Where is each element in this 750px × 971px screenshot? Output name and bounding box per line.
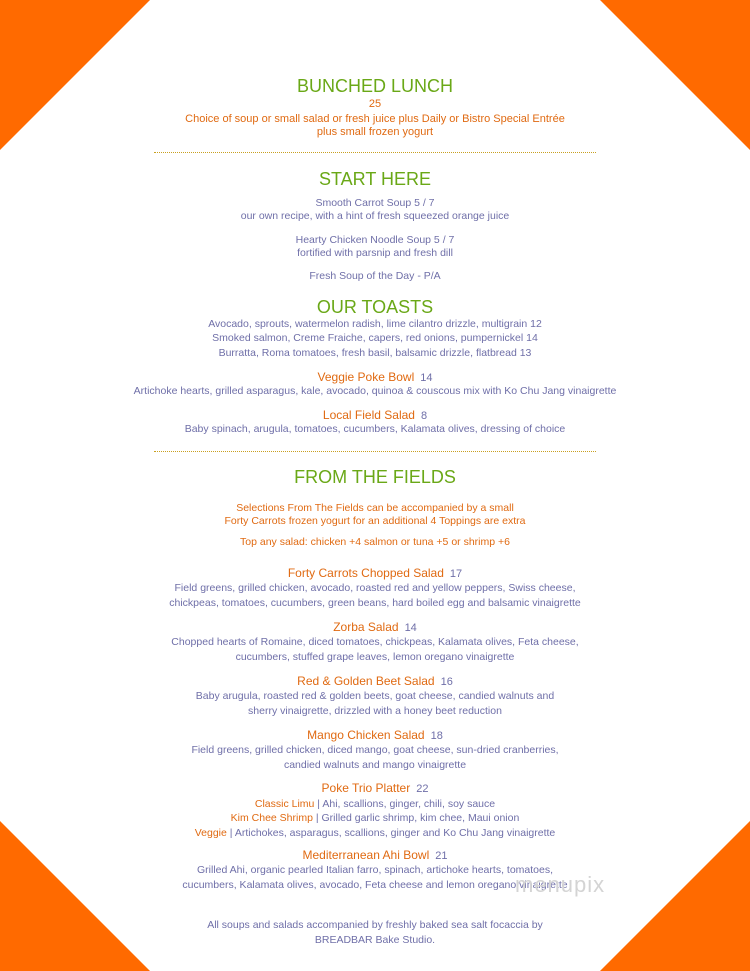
bunched-lunch-desc-2: plus small frozen yogurt [316,126,434,138]
section-title-start-here: START HERE [318,169,432,189]
salad-desc: Chopped hearts of Romaine, diced tomatoes, chickpeas, Kalamata olives, Feta cheese, [171,636,579,648]
ahi-bowl-desc: cucumbers, Kalamata olives, avocado, Feta cheese and lemon oregano vinaigrette [182,879,568,891]
salad-desc: Field greens, grilled chicken, diced mango, goat cheese, sun-dried cranberries, [191,744,559,756]
poke-trio-text: | Grilled garlic shrimp, kim chee, Maui onion [312,812,520,824]
watermark: menupix [515,872,606,897]
toast-item: Avocado, sprouts, watermelon radish, lime cilantro drizzle, multigrain 12 [208,318,542,330]
section-title-our-toasts: OUR TOASTS [316,297,434,317]
toast-item: Burratta, Roma tomatoes, fresh basil, balsamic drizzle, flatbread 13 [218,347,532,359]
poke-trio-label: Veggie [194,827,227,839]
salad-desc: sherry vinaigrette, drizzled with a honey beet reduction [248,705,502,717]
item-name: Poke Trio Platter [321,781,411,795]
salad-desc: Baby arugula, roasted red & golden beets, goat cheese, candied walnuts and [195,690,555,702]
fields-note-1: Selections From The Fields can be accompanied by a small [236,502,514,514]
poke-trio-line [0,811,750,825]
toast-item: Smoked salmon, Creme Fraiche, capers, red onions, pumpernickel 14 [212,332,538,344]
item-price: 8 [420,410,428,422]
salad-title [0,728,750,743]
local-field-salad-title [0,408,750,423]
salad-desc: Field greens, grilled chicken, avocado, roasted red and yellow peppers, Swiss cheese, [174,582,576,594]
ahi-bowl-desc: Grilled Ahi, organic pearled Italian farro, spinach, artichoke hearts, tomatoes, [196,864,554,876]
item-price: 14 [420,372,433,384]
item-name: Veggie Poke Bowl [317,370,415,384]
poke-trio-label: Classic Limu [254,798,315,810]
corner-decoration-bottom-right [600,821,750,971]
soup-carrot-name: Smooth Carrot Soup 5 / 7 [315,197,435,209]
salad-desc: candied walnuts and mango vinaigrette [283,759,467,771]
item-name: Red & Golden Beet Salad [297,674,435,688]
poke-trio-platter-title [0,781,750,796]
soup-carrot-desc: our own recipe, with a hint of fresh squeezed orange juice [240,210,510,222]
item-name: Mediterranean Ahi Bowl [302,848,430,862]
item-name: Local Field Salad [322,408,415,422]
salad-title [0,566,750,581]
item-price: 16 [440,676,453,688]
salad-title [0,674,750,689]
item-price: 14 [404,622,417,634]
poke-trio-line [0,797,750,811]
salad-title [0,620,750,635]
fields-note-2: Forty Carrots frozen yogurt for an additional 4 Toppings are extra [224,515,526,527]
salad-desc: cucumbers, stuffed grape leaves, lemon oregano vinaigrette [235,651,515,663]
salad-desc: chickpeas, tomatoes, cucumbers, green beans, hard boiled egg and balsamic vinaigrette [169,597,581,609]
soup-chicken-desc: fortified with parsnip and fresh dill [297,247,453,259]
item-name: Zorba Salad [333,620,399,634]
section-title-bunched-lunch: BUNCHED LUNCH [296,76,453,96]
poke-trio-text: | Artichokes, asparagus, scallions, ginger and Ko Chu Jang vinaigrette [226,827,556,839]
item-price: 18 [430,730,443,742]
soup-chicken-name: Hearty Chicken Noodle Soup 5 / 7 [295,234,455,246]
item-name: Mango Chicken Salad [307,728,425,742]
footer-note-1: All soups and salads accompanied by freshly baked sea salt focaccia by [207,919,543,931]
ahi-bowl-title [0,848,750,863]
poke-trio-text: | Ahi, scallions, ginger, chili, soy sauce [314,798,496,810]
dotted-divider [154,451,596,452]
veggie-poke-bowl-title [0,370,750,385]
veggie-poke-bowl-desc: Artichoke hearts, grilled asparagus, kale, avocado, quinoa & couscous mix with Ko Chu Jang vinaigrette [133,385,617,397]
bunched-lunch-desc-1: Choice of soup or small salad or fresh juice plus Daily or Bistro Special Entrée [185,113,565,125]
corner-decoration-bottom-left [0,821,150,971]
item-price: 17 [449,568,463,580]
item-name: Forty Carrots Chopped Salad [287,566,444,580]
poke-trio-line [0,826,750,840]
item-price: 21 [435,850,448,862]
fields-note-3: Top any salad: chicken +4 salmon or tuna +5 or shrimp +6 [240,536,510,548]
bunched-lunch-price: 25 [368,98,382,110]
poke-trio-label: Kim Chee Shrimp [230,812,313,824]
section-title-from-the-fields: FROM THE FIELDS [294,467,456,487]
soup-of-the-day: Fresh Soup of the Day - P/A [309,270,441,282]
local-field-salad-desc: Baby spinach, arugula, tomatoes, cucumbers, Kalamata olives, dressing of choice [184,423,566,435]
item-price: 22 [416,783,429,795]
footer-note-2: BREADBAR Bake Studio. [314,934,436,946]
dotted-divider [154,152,596,153]
